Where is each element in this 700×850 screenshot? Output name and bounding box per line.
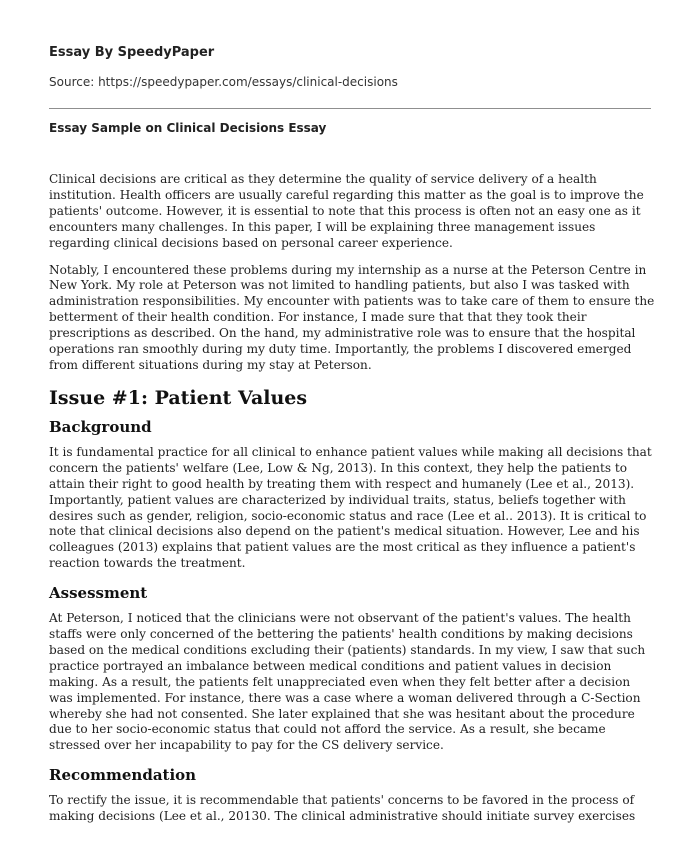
background-paragraph: It is fundamental practice for all clinical to enhance patient values while making all decisions that concern the patients' welfare (Lee, Low & Ng, 2013). In this context, they help the patients to attain their right to good health by treating them with respect and humanely (Lee et al., 2013). Importantly, patient values are characterized by individual traits, status, beliefs together with desires such as gender, religion, socio-economic status and race (Lee et al.. 2013). It is critical to note that clinical decisions also depend on the patient's medical situation. However, Lee and his colleagues (2013) explains that patient values are the most critical as they influence a patient's reaction towards the treatment. [49, 444, 652, 571]
issue-heading: Issue #1: Patient Values [49, 386, 308, 409]
intro-paragraph-2: Notably, I encountered these problems during my internship as a nurse at the Peterson Centre in New York. My role at Peterson was not limited to handling patients, but also I was tasked with administration responsibilities. My encounter with patients was to take care of them to ensure the betterment of their health condition. For instance, I made sure that that they took their prescriptions as described. On the hand, my administrative role was to ensure that the hospital operations ran smoothly during my duty time. Importantly, the problems I discovered emerged from different situations during my stay at Peterson. [49, 262, 655, 372]
assessment-paragraph: At Peterson, I noticed that the clinicians were not observant of the patient's values. The health staffs were only concerned of the bettering the patients' health conditions by making decisions based on the medical conditions excluding their (patients) standards. In my view, I saw that such practice portrayed an imbalance between medical conditions and patient values in decision making. As a result, the patients felt unappreciated even when they felt better after a decision was implemented. For instance, there was a case where a woman delivered through a C-Section whereby she had not consented. She later explained that she was hesitant about the procedure due to her socio-economic status that could not afford the service. As a result, she became stressed over her incapability to pay for the CS delivery service. [49, 611, 646, 753]
site-title: Essay By SpeedyPaper [49, 45, 215, 60]
essay-title: Essay Sample on Clinical Decisions Essay [49, 121, 327, 135]
assessment-heading: Assessment [49, 584, 148, 603]
source-line: Source: https://speedypaper.com/essays/clinical-decisions [49, 75, 398, 89]
intro-paragraph-1: Clinical decisions are critical as they determine the quality of service delivery of a health institution. Health officers are usually careful regarding this matter as the goal is to improve the patients' outcome. However, it is essential to note that this process is often not an easy one as it encounters many challenges. In this paper, I will be explaining three management issues regarding clinical decisions based on personal career experience. [49, 172, 644, 250]
essay-body [49, 172, 657, 836]
header-divider [49, 108, 651, 109]
recommendation-heading: Recommendation [49, 766, 197, 785]
document-header [49, 45, 659, 90]
background-heading: Background [49, 417, 152, 436]
recommendation-paragraph: To rectify the issue, it is recommendable that patients' concerns to be favored in the process of making decisions (Lee et al., 20130. The clinical administrative should initiate survey exercises [49, 793, 636, 824]
